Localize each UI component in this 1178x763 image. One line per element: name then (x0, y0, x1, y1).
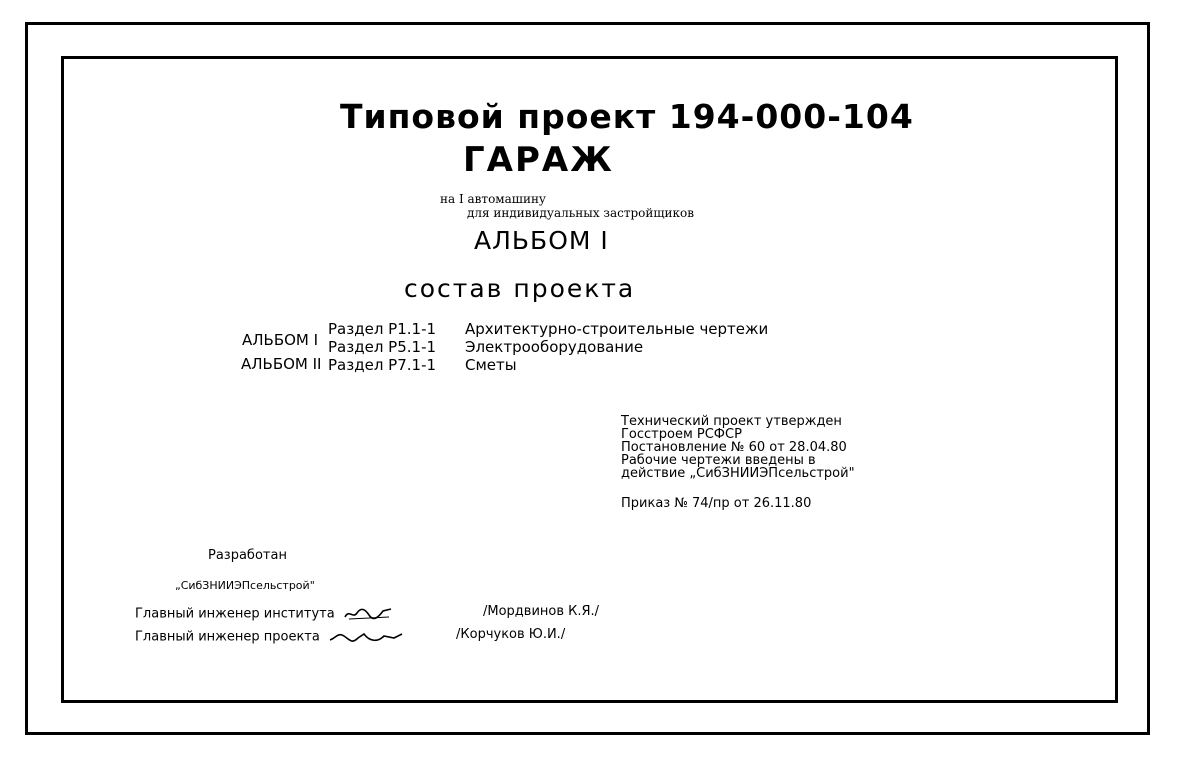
section-label: Раздел Р1.1-1 (328, 320, 437, 338)
section-label: Раздел Р5.1-1 (328, 338, 437, 356)
approval-line: Госстроем РСФСР (621, 427, 742, 442)
chief-engineer-institute-title: Главный инженер института (135, 606, 335, 622)
building-name: ГАРАЖ (463, 140, 614, 180)
approval-block (621, 415, 855, 480)
subtitle-line-1: на I автомашину (440, 192, 546, 206)
project-title: Типовой проект 194-000-104 (340, 97, 914, 136)
subtitle-line-2: для индивидуальных застройщиков (467, 206, 695, 220)
developed-by-label: Разработан (208, 548, 287, 563)
album-heading: АЛЬБОМ I (474, 226, 609, 255)
section-heading: состав проекта (404, 274, 636, 303)
developer-organization: „СибЗНИИЭПсельстрой" (175, 579, 315, 592)
album-label-1: АЛЬБОМ I (242, 331, 319, 349)
section-row (328, 340, 643, 355)
approval-line: действие „СибЗНИИЭПсельстрой" (621, 466, 855, 481)
handwritten-signature-icon (343, 605, 395, 623)
approval-line: Рабочие чертежи введены в (621, 453, 816, 468)
section-title: Архитектурно-строительные чертежи (465, 320, 769, 338)
album-label-2: АЛЬБОМ II (241, 355, 322, 373)
chief-engineer-institute-name: /Мордвинов К.Я./ (483, 604, 600, 619)
section-title: Электрооборудование (465, 338, 644, 356)
chief-engineer-institute-row (135, 605, 399, 623)
approval-line: Постановление № 60 от 28.04.80 (621, 440, 847, 455)
handwritten-signature-icon (328, 628, 406, 646)
approval-line: Технический проект утвержден (621, 414, 842, 429)
chief-engineer-project-name: /Корчуков Ю.И./ (456, 627, 566, 642)
section-title: Сметы (465, 356, 517, 374)
approval-order: Приказ № 74/пр от 26.11.80 (621, 496, 812, 511)
section-row (328, 322, 768, 337)
section-label: Раздел Р7.1-1 (328, 356, 437, 374)
chief-engineer-project-title: Главный инженер проекта (135, 629, 320, 645)
chief-engineer-project-row (135, 628, 410, 646)
section-row (328, 358, 517, 373)
